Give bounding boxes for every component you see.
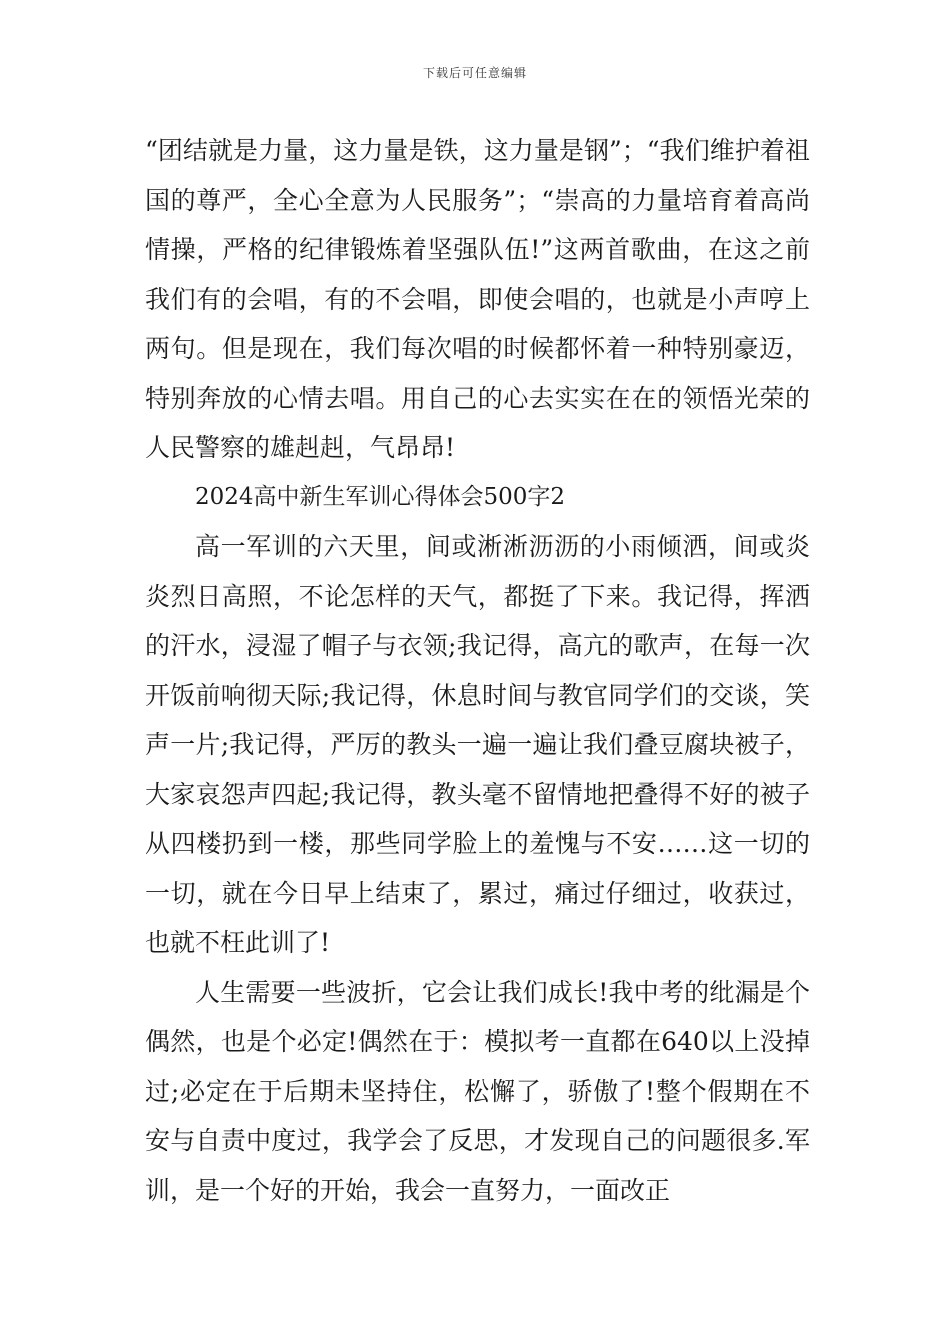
document-body [145,126,810,1215]
section-title: 2024高中新生军训心得体会500字2 [195,483,566,510]
paragraph-songs: “团结就是力量，这力量是铁，这力量是钢”；“我们维护着祖国的尊严，全心全意为人民服务”；“崇高的力量培育着高尚情操，严格的纪律锻炼着坚强队伍!”这两首歌曲，在这之前我们有的会唱，有的不会唱，即使会唱的，也就是小声哼上两句。但是现在，我们每次唱的时候都怀着一种特别豪迈，特别奔放的心情去唱。用自己的心去实实在在的领悟光荣的人民警察的雄赳赳，气昂昂! [145,136,810,462]
paragraph-reflection: 人生需要一些波折，它会让我们成长!我中考的纰漏是个偶然，也是个必定!偶然在于：模拟考一直都在640以上没掉过;必定在于后期未坚持住，松懈了，骄傲了!整个假期在不安与自责中度过，我学会了反思，才发现自己的问题很多.军训，是一个好的开始，我会一直努力，一面改正 [145,977,810,1205]
paragraph-military-training: 高一军训的六天里，间或淅淅沥沥的小雨倾洒，间或炎炎烈日高照，不论怎样的天气，都挺了下来。我记得，挥洒的汗水，浸湿了帽子与衣领;我记得，高亢的歌声，在每一次开饭前响彻天际;我记得，休息时间与教官同学们的交谈，笑声一片;我记得，严厉的教头一遍一遍让我们叠豆腐块被子，大家哀怨声四起;我记得，教头毫不留情地把叠得不好的被子从四楼扔到一楼，那些同学脸上的羞愧与不安……这一切的一切，就在今日早上结束了，累过，痛过仔细过，收获过，也就不枉此训了! [145,532,810,957]
page-header-note: 下载后可任意编辑 [422,66,527,80]
